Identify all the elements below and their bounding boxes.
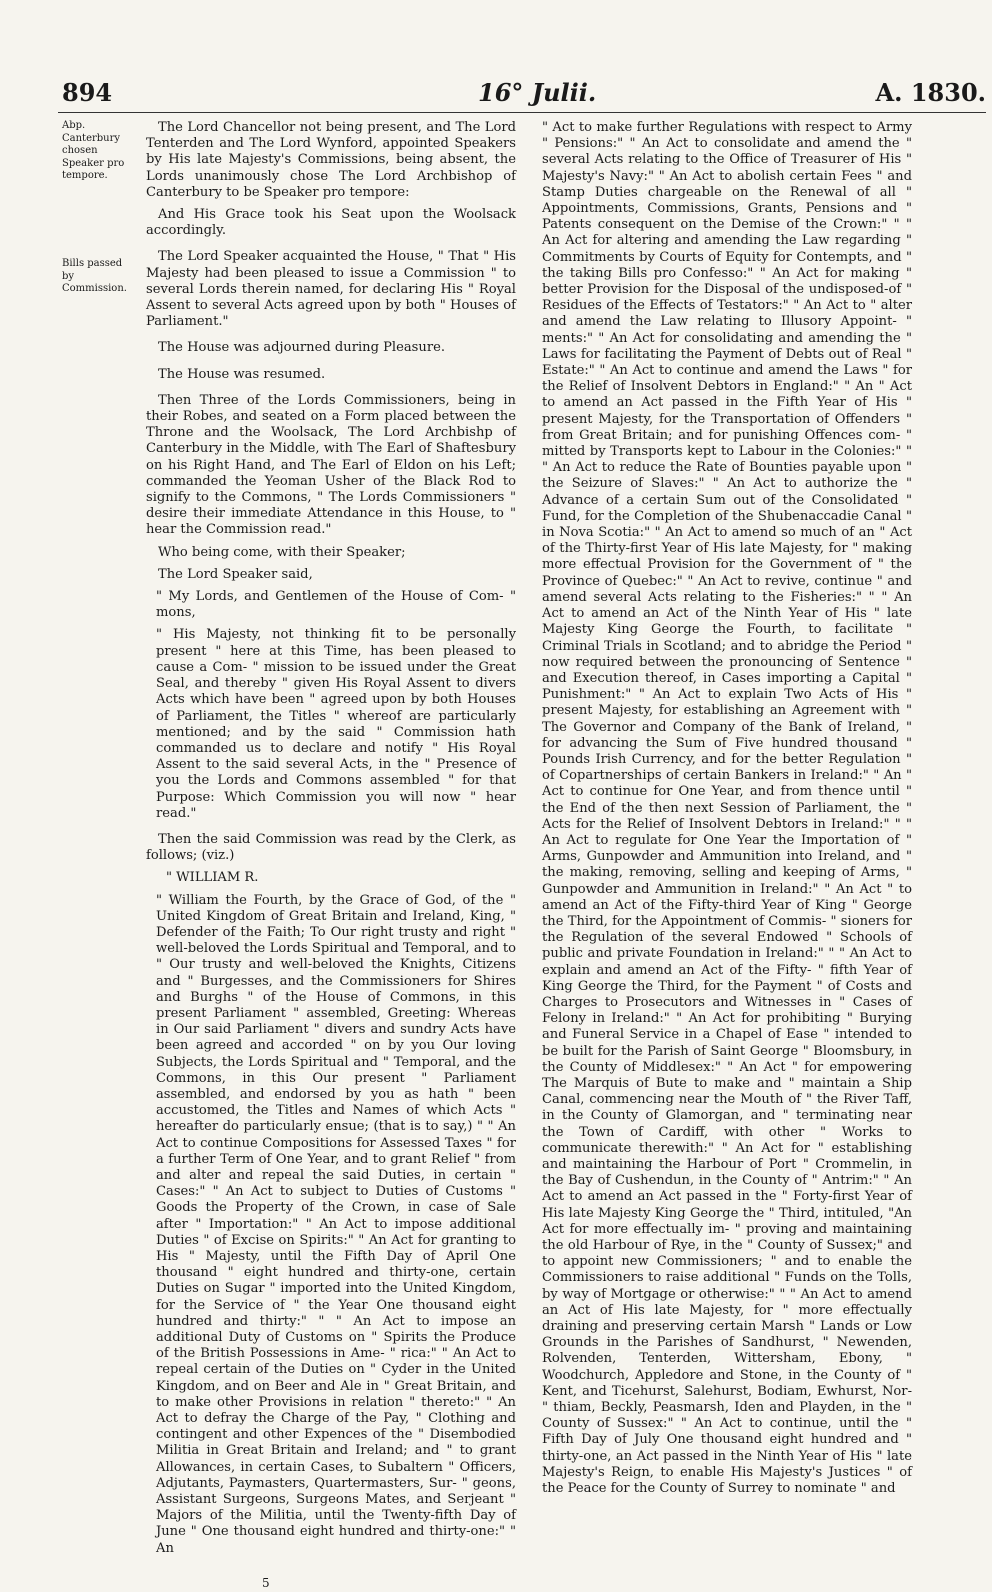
paragraph: Who being come, with their Speaker; — [158, 544, 406, 560]
right-column — [532, 120, 912, 1503]
paragraph: Then Three of the Lords Commissioners, being in their Robes, and seated on a Form placed between the Throne and the Woolsack, The Lord Archbishp of Canterbury in the Middle, with The Earl of Shaftesbury on his Right Hand, and The Earl of Eldon on his Left; commanded the Yeoman Usher of the Black Rod to signify to the Commons, " The Lords Commissioners " desire their immediate Attendance in this House, to " hear the Commission read." — [146, 392, 516, 538]
speech-paragraph: " My Lords, and Gentlemen of the House of Com- " mons, — [156, 589, 516, 621]
page-number: 894 — [62, 78, 113, 107]
royal-signature: " WILLIAM R. — [166, 870, 259, 886]
header-rule — [58, 112, 986, 113]
signature-mark: 5 — [262, 1576, 270, 1590]
speech-paragraph: " His Majesty, not thinking fit to be personally present " here at this Time, has been pleased to cause a Com- " mission to be issued under the Great Seal, and thereby " given His Royal Assent to divers Acts which have been " agreed upon by both Houses of Parliament, the Titles " whereof are particularly mentioned; and by the said " Commission hath commanded us to declare and notify " His Royal Assent to the said several Acts, in the " Presence of you the Lords and Commons assembled " for that Purpose: Which Commission you will now " hear read." — [156, 627, 516, 821]
paragraph: Then the said Commission was read by the Clerk, as follows; (viz.) — [146, 831, 516, 864]
paragraph: The Lord Chancellor not being present, and The Lord Tenterden and The Lord Wynford, appointed Speakers by His late Majesty's Commissions, being absent, the Lords unanimously chose The Lord Archbishop of Canterbury to be Speaker pro tempore: — [146, 120, 516, 200]
commission-text: " William the Fourth, by the Grace of God, of the " United Kingdom of Great Britain and Ireland, King, " Defender of the Faith; To Our right trusty and right " well-beloved the Lords Spiritual and Temporal, and to " Our trusty and well-beloved the Knights, Citizens and " Burgesses, and the Commissioners for Shires and Burghs " of the House of Commons, in this present Parliament " assembled, Greeting: Whereas in Our said Parliament " divers and sundry Acts have been agreed and accorded " on by you Our loving Subjects, the Lords Spiritual and " Temporal, and the Commons, in this Our present " Parliament assembled, and endorsed by you as hath " been accustomed, the Titles and Names of which Acts " hereafter do particularly ensue; (that is to say,) " " An Act to continue Compositions for Assessed Taxes " for a further Term of One Year, and to grant Relief " from and alter and repeal the said Duties, in certain " Cases:" " An Act to subject to Duties of Customs " Goods the Property of the Crown, in case of Sale after " Importation:" " An Act to impose additional Duties " of Excise on Spirits:" " An Act for granting to His " Majesty, until the Fifth Day of April One thousand " eight hundred and thirty-one, certain Duties on Sugar " imported into the United Kingdom, for the Service of " the Year One thousand eight hundred and thirty:" " " An Act to impose an additional Duty of Customs on " Spirits the Produce of the British Possessions in Ame- " rica:" " An Act to repeal certain of the Duties on " Cyder in the United Kingdom, and on Beer and Ale in " Great Britain, and to make other Provisions in relation " thereto:" " An Act to defray the Charge of the Pay, " Clothing and contingent and other Expences of the " Disembodied Militia in Great Britain and Ireland; and " to grant Allowances, in certain Cases, to Subaltern " Officers, Adjutants, Paymasters, Quartermasters, Sur- " geons, Assistant Surgeons, Surgeons Mates, and Serjeant " Majors of the Militia, until the Twenty-fifth Day of June " One thousand eight hundred and thirty-one:" " An — [156, 892, 516, 1556]
margin-note-bills: Bills passed by Commission. — [62, 258, 127, 294]
paragraph: The Lord Speaker said, — [158, 566, 313, 582]
page-date: 16° Julii. — [478, 78, 597, 107]
paragraph: The House was resumed. — [158, 366, 326, 382]
paragraph: The Lord Speaker acquainted the House, " That " His Majesty had been pleased to issue a Commission " to several Lords therein named, for declaring His " Royal Assent to several Acts agreed upon by both " Houses of Parliament." — [146, 249, 516, 330]
commission-text-continued: " Act to make further Regulations with respect to Army " Pensions:" " An Act to consolidate and amend the " several Acts relating to the Office of Treasurer of His " Majesty's Navy:" " An Act to abolish certain Fees " and Stamp Duties chargeable on the Renewal of all " Appointments, Commissions, Grants, Pensions and " Patents consequent on the Demise of the Crown:" " " An Act for altering and amending the Law regarding " Commitments by Courts of Equity for Contempts, and " the taking Bills pro Confesso:" " An Act for making " better Provision for the Disposal of the undisposed-of " Residues of the Effects of Testators:" " An Act to " alter and amend the Law relating to Illusory Appoint- " ments:" " An Act for consolidating and amending the " Laws for facilitating the Payment of Debts out of Real " Estate:" " An Act to continue and amend the Laws " for the Relief of Insolvent Debtors in England:" " An " Act to amend an Act passed in the Fifth Year of His " present Majesty, for the Transportation of Offenders " from Great Britain; and for punishing Offences com- " mitted by Transports kept to Labour in the Colonies:" " " An Act to reduce the Rate of Bounties payable upon " the Seizure of Slaves:" " An Act to authorize the " Advance of a certain Sum out of the Consolidated " Fund, for the Completion of the Shubenaccadie Canal " in Nova Scotia:" " An Act to amend so much of an " Act of the Thirty-first Year of His late Majesty, for " making more effectual Provision for the Government of " the Province of Quebec:" " An Act to revive, continue " and amend several Acts relating to the Fisheries:" " " An Act to amend an Act of the Ninth Year of His " late Majesty King George the Fourth, to facilitate " Criminal Trials in Scotland; and to abridge the Period " now required between the pronouncing of Sentence " and Execution thereof, in Cases importing a Capital " Punishment:" " An Act to explain Two Acts of His " present Majesty, for establishing an Agreement with " The Governor and Company of the Bank of Ireland, " for advancing the Sum of Five hundred thousand " Pounds Irish Currency, and for the better Regulation " of Copartnerships of certain Bankers in Ireland:" " An " Act to continue for One Year, and from thence until " the End of the then next Session of Parliament, the " Acts for the Relief of Insolvent Debtors in Ireland:" " " An Act to regulate for One Year the Importation of " Arms, Gunpowder and Ammunition into Ireland, and " the making, removing, selling and keeping of Arms, " Gunpowder and Ammunition in Ireland:" " An Act " to amend an Act of the Fifty-third Year of King " George the Third, for the Appointment of Commis- " sioners for the Regulation of the several Endowed " Schools of public and private Foundation in Ireland:" " " An Act to explain and amend an Act of the Fifty- " fifth Year of King George the Third, for the Payment " of Costs and Charges to Prosecutors and Witnesses in " Cases of Felony in Ireland:" " An Act for prohibiting " Burying and Funeral Service in a Chapel of Ease " intended to be built for the Parish of Saint George " Bloomsbury, in the County of Middlesex:" " An Act " for empowering The Marquis of Bute to make and " maintain a Ship Canal, commencing near the Mouth of " the River Taff, in the County of Glamorgan, and " terminating near the Town of Cardiff, with other " Works to communicate therewith:" " An Act for " establishing and maintaining the Harbour of Port " Crommelin, in the Bay of Cushendun, in the County of " Antrim:" " An Act to amend an Act passed in the " Forty-first Year of His late Majesty King George the " Third, intituled, "An Act for more effectually im- " proving and maintaining the old Harbour of Rye, in the " County of Sussex;" and to appoint new Commissioners; " and to enable the Commissioners to raise additional " Funds on the Tolls, by way of Mortgage or otherwise:" " " An Act to amend an Act of His late Majesty, for " more effectually draining and preserving certain Marsh " Lands or Low Grounds in the Parishes of Sandhurst, " Newenden, Rolvenden, Tenterden, Wittersham, Ebony, " Woodchurch, Appledore and Stone, in the County of " Kent, and Ticehurst, Salehurst, Bodiam, Ewhurst, Nor- " thiam, Beckly, Peasmarsh, Iden and Playden, in the " County of Sussex:" " An Act to continue, until the " Fifth Day of July One thousand eight hundred and " thirty-one, an Act passed in the Ninth Year of His " late Majesty's Reign, to enable His Majesty's Justices " of the Peace for the County of Surrey to nominate " and — [542, 120, 912, 1497]
paragraph: And His Grace took his Seat upon the Woolsack accordingly. — [146, 207, 516, 239]
margin-note-speaker: Abp. Canterbury chosen Speaker pro tempore. — [62, 120, 125, 181]
left-column — [146, 120, 516, 1563]
page-year: A. 1830. — [875, 78, 986, 107]
paragraph: The House was adjourned during Pleasure. — [158, 340, 446, 356]
